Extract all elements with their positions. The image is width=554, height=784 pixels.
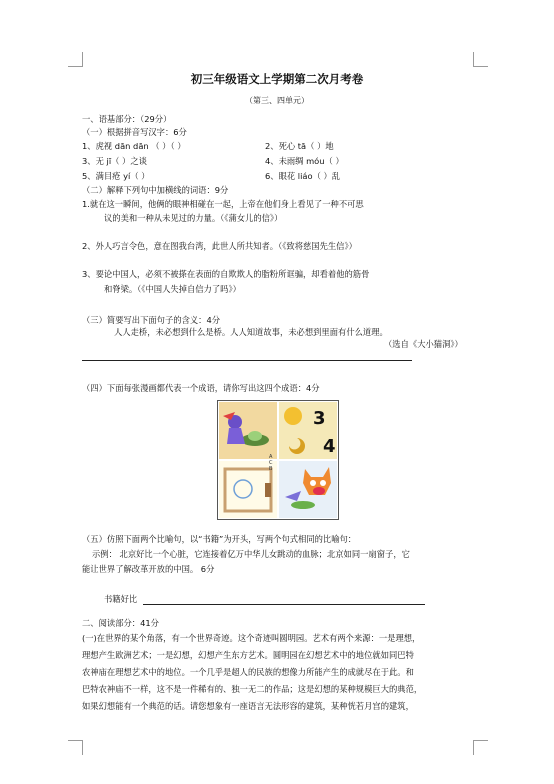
pinyin-item: 3、无 jī（ ）之谈 xyxy=(82,156,147,166)
pinyin-item: 1、虎视 dān dān （ ）（ ） xyxy=(82,141,186,151)
answer-line xyxy=(82,360,412,361)
sentence-line: 1.就在这一瞬间，他俩的眼神相碰在一起，上帝在他们身上看见了一种不可思 xyxy=(82,199,364,209)
comic-panel-ufo xyxy=(219,402,277,459)
reading-paragraph-line: 巴特农神庙不一样，这不是一件稀有的、独一无二的作品；这是幻想的某种规模巨大的典范， xyxy=(82,684,423,694)
reading-paragraph-line: (一)在世界的某个角落，有一个世界奇迹。这个奇迹叫圆明园。艺术有两个来源：一是理想， xyxy=(82,633,421,643)
question-heading: （四）下面每张漫画都代表一个成语，请你写出这四个成语：4分 xyxy=(82,383,320,393)
pinyin-item: 2、死心 tā（ ）地 xyxy=(265,141,334,151)
sentence-line: 2、外人巧言令色，意在图我台湾，此世人所共知者。（《致将慈国先生信》） xyxy=(82,241,357,251)
reading-paragraph-line: 农神庙在理想艺术中的地位。一个几乎是超人的民族的想像力所能产生的成就尽在于此。和 xyxy=(82,667,414,677)
panel-number-4: 4 xyxy=(323,436,336,457)
reading-paragraph-line: 理想产生欧洲艺术；一是幻想，幻想产生东方艺术。圆明园在幻想艺术中的地位就如同巴特 xyxy=(82,650,414,660)
exam-title: 初三年级语文上学期第二次月考卷 xyxy=(190,72,364,86)
sentence-line: 3、要论中国人，必须不被搽在表面的自欺欺人的脂粉所诓骗，却看着他的筋骨 xyxy=(82,269,370,279)
sentence-line: 和脊梁。（《中国人失掉自信力了吗》） xyxy=(104,284,241,294)
panel-number-3: 3 xyxy=(313,408,326,429)
quote-source: （选自《大小猫洞》） xyxy=(384,339,463,349)
panel-letter: C xyxy=(269,460,273,466)
sentence-line: 议的美和一种从未见过的力量。（《蒲女儿的信》） xyxy=(104,213,283,223)
panel-letter: A xyxy=(269,454,273,460)
panel-letter: B xyxy=(269,466,273,472)
answer-line xyxy=(143,604,425,605)
crop-mark xyxy=(473,52,488,67)
section-heading: 二、阅读部分：41分 xyxy=(82,618,159,628)
quoted-sentence: 人人走桥，未必想到什么是桥。人人知道故事，未必想到里面有什么道理。 xyxy=(114,327,388,337)
comic-panel-numbers xyxy=(279,402,337,459)
crop-mark xyxy=(68,740,83,755)
idiom-comic-grid xyxy=(217,400,339,520)
section-heading: 一、语基部分：（29分） xyxy=(82,114,172,124)
crop-mark xyxy=(68,52,83,67)
pinyin-item: 6、眼花 liáo（ ）乱 xyxy=(265,171,341,181)
example-line: 示例： 北京好比一个心脏，它连接着亿万中华儿女跳动的血脉；北京如同一扇窗子，它 xyxy=(92,549,410,559)
pinyin-item: 4、未雨绸 móu（ ） xyxy=(265,156,344,166)
answer-label: 书籍好比 xyxy=(104,594,138,604)
question-heading: （一）根据拼音写汉字：6分 xyxy=(82,127,187,137)
question-heading: （二）解释下列句中加横线的词语：9分 xyxy=(82,185,229,195)
question-heading: （五）仿照下面两个比喻句，以“书籍”为开头，写两个句式相同的比喻句： xyxy=(82,534,357,544)
exam-subtitle: （第三、四单元） xyxy=(245,96,309,105)
pinyin-item: 5、满目疮 yí（ ） xyxy=(82,171,150,181)
example-line: 能让世界了解改革开放的中国。 6分 xyxy=(82,564,215,574)
comic-panel-cat xyxy=(279,461,337,518)
crop-mark xyxy=(473,740,488,755)
reading-paragraph-line: 如果幻想能有一个典范的话。请您想象有一座语言无法形容的建筑，某种恍若月宫的建筑， xyxy=(82,701,414,711)
question-heading: （三）简要写出下面句子的含义：4分 xyxy=(82,315,221,325)
